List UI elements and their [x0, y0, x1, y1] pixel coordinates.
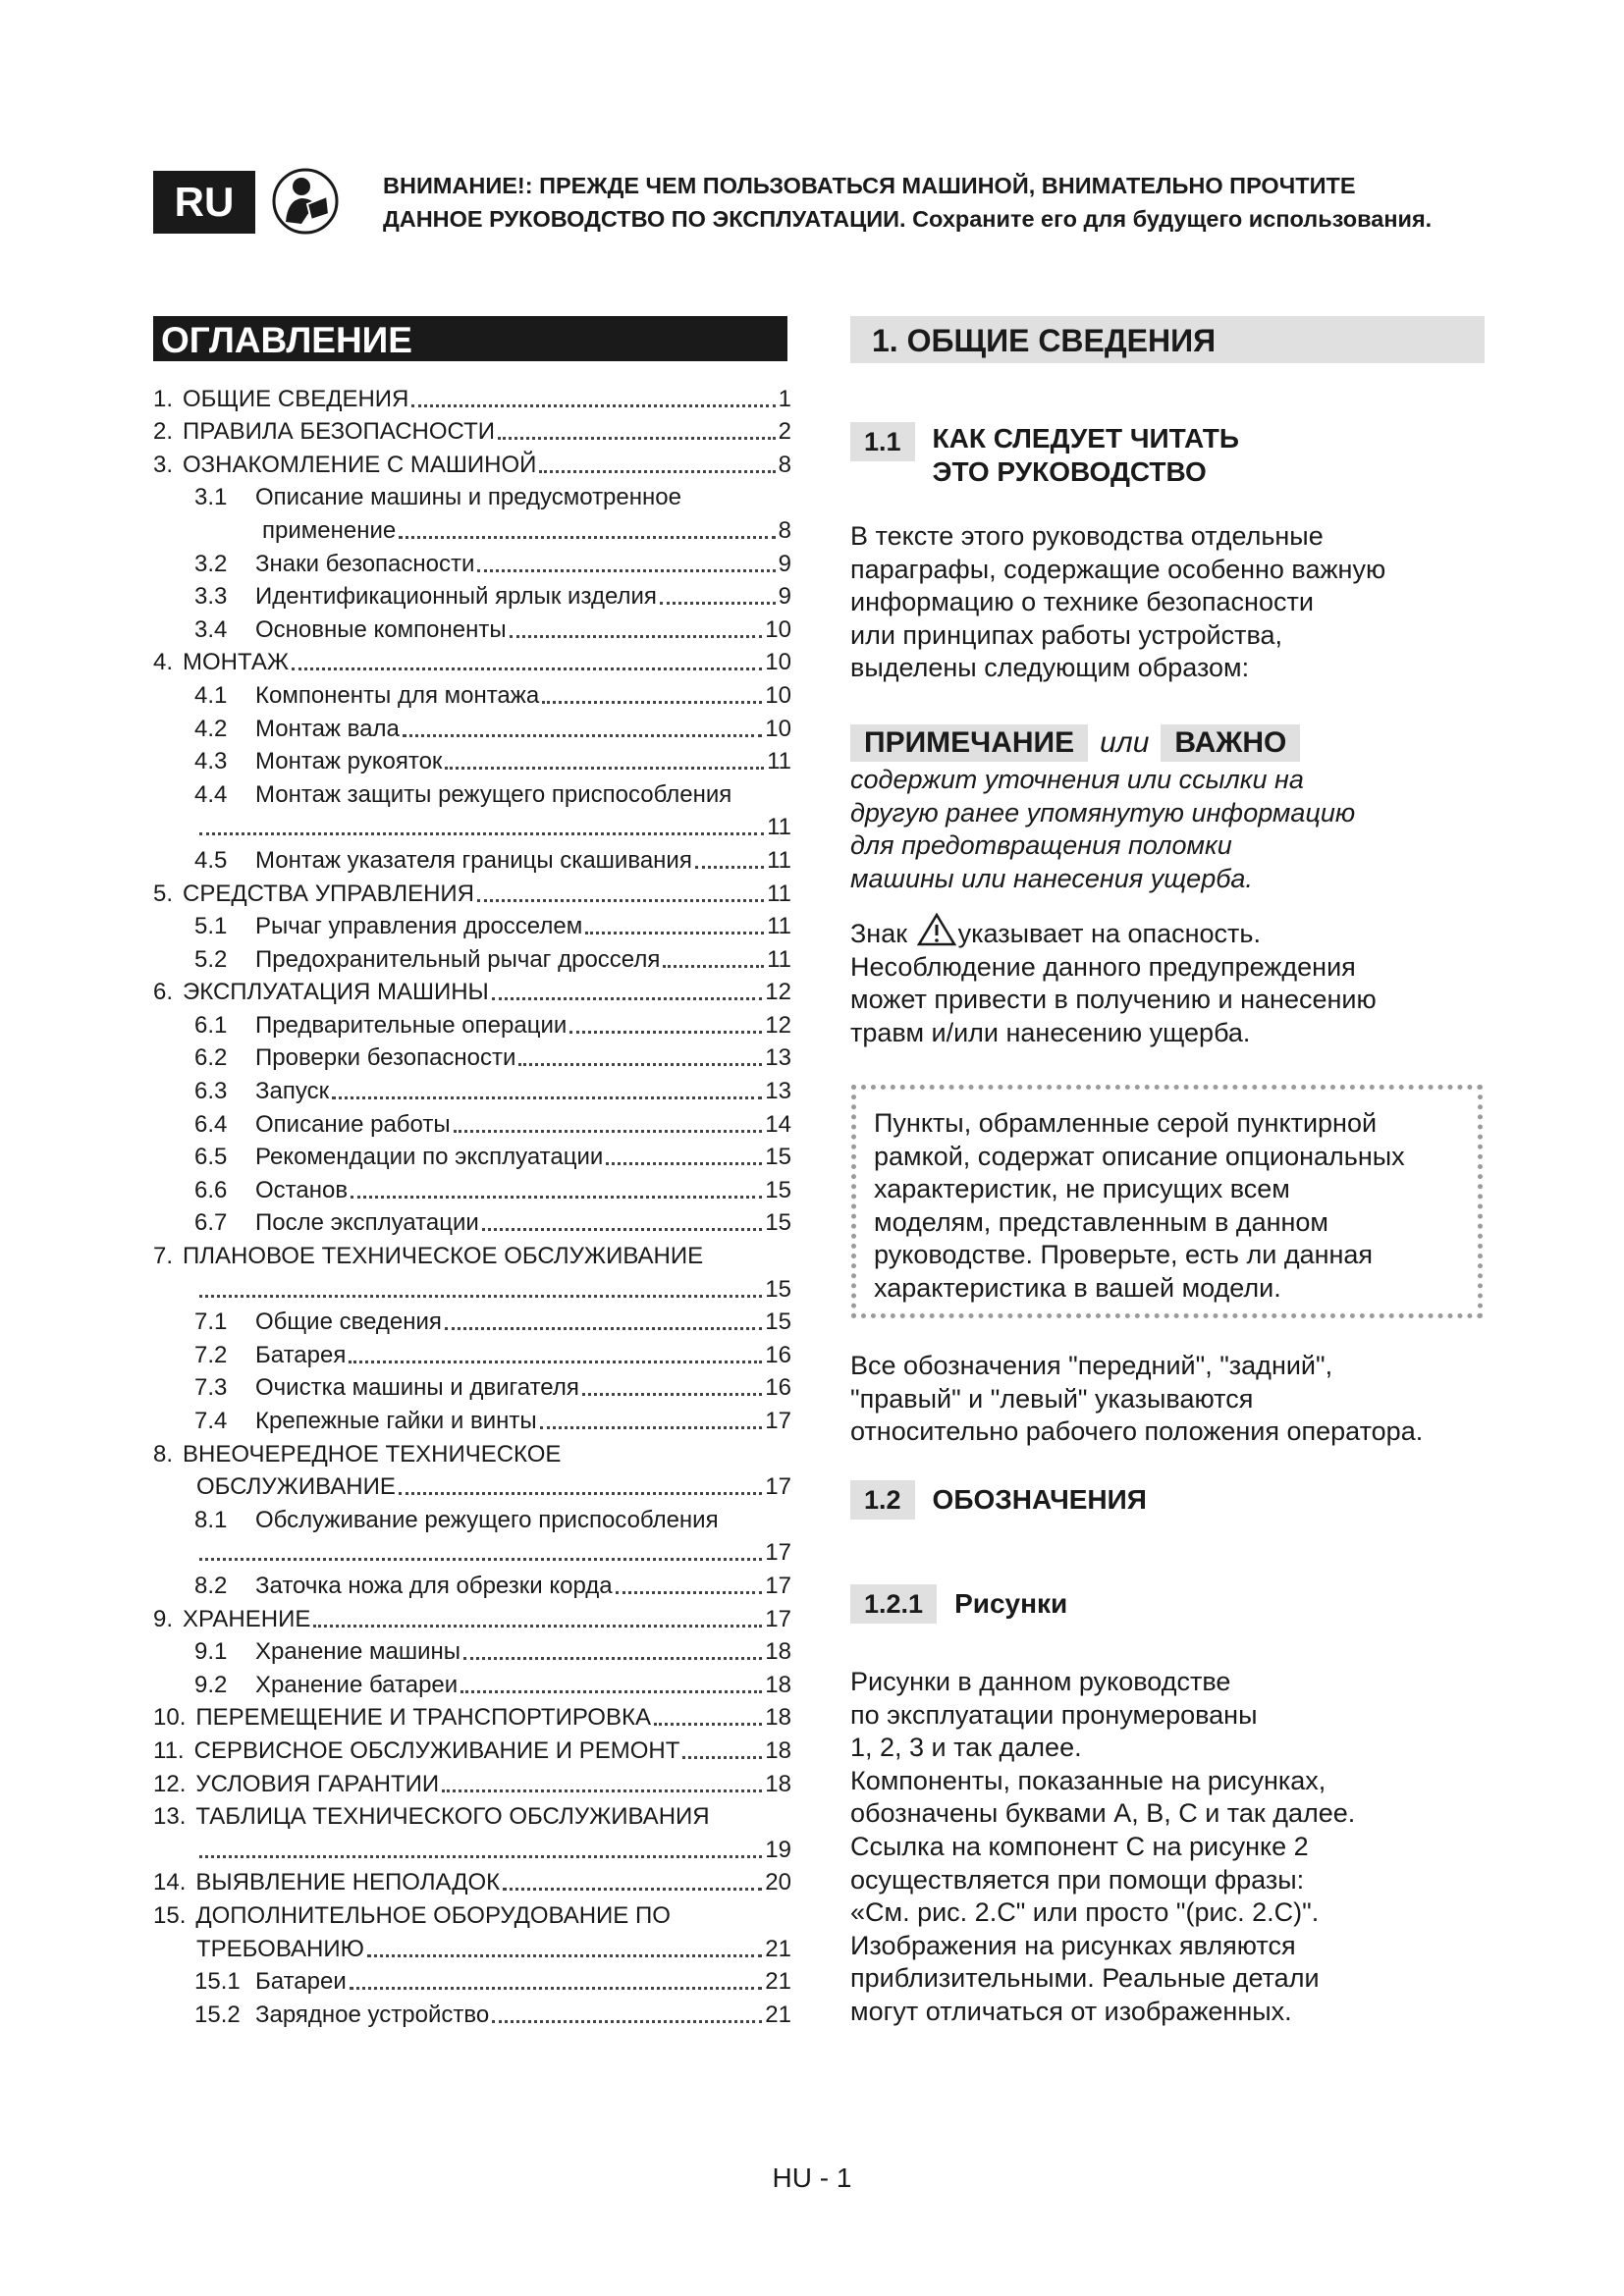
toc-entry[interactable] — [153, 1006, 791, 1040]
toc-title: Рычаг управления дросселем — [255, 913, 583, 940]
warning-banner — [383, 169, 1561, 236]
figures-line: могут отличаться от изображенных. — [850, 1996, 1292, 2026]
toc-leader — [542, 697, 762, 704]
toc-title: Знаки безопасности — [255, 550, 475, 577]
table-of-contents — [153, 380, 791, 2029]
toc-title: Описание машины и предусмотренное — [255, 484, 681, 511]
toc-entry-continuation — [153, 809, 791, 842]
toc-page-number: 17 — [765, 1539, 791, 1567]
toc-entry[interactable] — [153, 1864, 791, 1897]
toc-title: Батарея — [255, 1341, 347, 1368]
toc-page-number: 18 — [765, 1704, 791, 1732]
toc-page-number: 9 — [778, 583, 791, 611]
toc-title: Крепежные гайки и винты — [255, 1408, 537, 1434]
toc-entry[interactable] — [153, 841, 791, 875]
toc-page-number: 15 — [765, 1308, 791, 1336]
toc-entry[interactable] — [153, 1600, 791, 1633]
section-title: 1. ОБЩИЕ СВЕДЕНИЯ — [850, 316, 1485, 363]
toc-title: Описание работы — [255, 1110, 451, 1138]
toc-title: После эксплуатации — [255, 1209, 479, 1237]
toc-entry[interactable] — [153, 875, 791, 908]
danger-line: травм и/или нанесению ущерба. — [850, 1017, 1251, 1047]
toc-leader — [654, 1719, 762, 1726]
toc-entry[interactable] — [153, 611, 791, 644]
toc-entry[interactable] — [153, 1798, 791, 1832]
note-desc-line: для предотвращения поломки — [850, 830, 1232, 861]
toc-leader — [482, 1224, 762, 1231]
toc-entry[interactable] — [153, 743, 791, 776]
subsection-title: Рисунки — [954, 1588, 1068, 1619]
toc-page-number: 16 — [765, 1341, 791, 1368]
toc-number: 3.3 — [194, 583, 228, 611]
language-badge: RU — [153, 171, 255, 234]
figures-line: Рисунки в данном руководстве — [850, 1667, 1231, 1696]
toc-title: ЭКСПЛУАТАЦИЯ МАШИНЫ — [183, 979, 489, 1006]
toc-number: 3.4 — [194, 615, 228, 643]
toc-entry[interactable] — [153, 545, 791, 578]
important-tag: ВАЖНО — [1161, 724, 1300, 762]
toc-title: Заточка ножа для обрезки корда — [255, 1572, 613, 1599]
toc-number: 6.3 — [194, 1078, 228, 1105]
toc-leader — [332, 1093, 762, 1099]
toc-leader — [313, 1621, 762, 1628]
toc-entry-continuation — [153, 511, 791, 545]
toc-leader — [660, 598, 776, 605]
or-word: или — [1100, 726, 1150, 759]
toc-title: Рекомендации по эксплуатации — [255, 1144, 604, 1171]
toc-leader — [540, 1422, 763, 1429]
toc-page-number: 17 — [765, 1572, 791, 1599]
box-line: моделям, представленным в данном — [874, 1206, 1328, 1237]
figures-paragraph — [850, 1666, 1498, 2029]
toc-leader — [199, 1554, 762, 1561]
toc-entry[interactable] — [153, 1072, 791, 1105]
toc-number: 6.2 — [194, 1044, 228, 1072]
toc-leader — [367, 1950, 762, 1957]
toc-number: 9. — [153, 1605, 174, 1632]
toc-leader — [350, 1983, 763, 1990]
toc-title: ТРЕБОВАНИЮ — [196, 1935, 364, 1962]
toc-number: 7. — [153, 1243, 174, 1270]
toc-leader — [492, 993, 763, 1000]
toc-page-number: 10 — [765, 649, 791, 676]
toc-entry[interactable] — [153, 380, 791, 413]
toc-entry[interactable] — [153, 1369, 791, 1403]
toc-page-number: 15 — [765, 1275, 791, 1303]
toc-page-number: 11 — [767, 945, 791, 973]
toc-leader — [539, 466, 775, 473]
toc-entry[interactable] — [153, 1633, 791, 1667]
toc-title: ПРАВИЛА БЕЗОПАСНОСТИ — [183, 418, 495, 446]
toc-number: 14. — [153, 1869, 187, 1896]
toc-page-number: 10 — [765, 715, 791, 742]
toc-number: 2. — [153, 418, 174, 446]
toc-entry[interactable] — [153, 479, 791, 512]
figures-line: осуществляется при помощи фразы: — [850, 1864, 1305, 1895]
toc-title: Обслуживание режущего приспособления — [255, 1506, 719, 1533]
toc-page-number: 13 — [765, 1044, 791, 1072]
toc-entry[interactable] — [153, 940, 791, 974]
toc-number: 4.3 — [194, 748, 228, 775]
toc-entry[interactable] — [153, 644, 791, 677]
toc-leader — [663, 961, 764, 968]
toc-title: Хранение батареи — [255, 1671, 459, 1698]
toc-title: ПЛАНОВОЕ ТЕХНИЧЕСКОЕ ОБСЛУЖИВАНИЕ — [183, 1243, 704, 1270]
toc-page-number: 12 — [765, 979, 791, 1006]
toc-page-number: 21 — [765, 2001, 791, 2028]
toc-page-number: 21 — [765, 1935, 791, 1962]
toc-leader — [498, 433, 776, 440]
toc-entry-continuation — [153, 1534, 791, 1568]
intro-paragraph — [850, 520, 1498, 685]
toc-entry[interactable] — [153, 1237, 791, 1270]
toc-leader — [445, 1323, 762, 1330]
warning-line-1: ВНИМАНИЕ!: ПРЕЖДЕ ЧЕМ ПОЛЬЗОВАТЬСЯ МАШИНОЙ, ВНИМАТЕЛЬНО ПРОЧТИТЕ — [383, 173, 1356, 198]
danger-line: может привести в получению и нанесению — [850, 985, 1377, 1015]
subsection-number: 1.2 — [850, 1480, 915, 1520]
toc-leader — [492, 2016, 762, 2023]
toc-page-number: 9 — [778, 550, 791, 577]
toc-number: 8.2 — [194, 1572, 228, 1599]
toc-page-number: 2 — [778, 418, 791, 446]
toc-number: 10. — [153, 1704, 187, 1732]
toc-leader — [463, 1653, 762, 1660]
toc-title: Запуск — [255, 1078, 330, 1105]
figures-line: приблизительными. Реальные детали — [850, 1963, 1320, 1994]
toc-page-number: 11 — [767, 880, 791, 907]
toc-title: СЕРВИСНОЕ ОБСЛУЖИВАНИЕ И РЕМОНТ — [193, 1736, 680, 1764]
toc-entry[interactable] — [153, 1765, 791, 1798]
toc-number: 8.1 — [194, 1506, 228, 1533]
toc-page-number: 18 — [765, 1736, 791, 1764]
toc-page-number: 14 — [765, 1110, 791, 1138]
toc-page-number: 10 — [765, 615, 791, 643]
toc-page-number: 19 — [765, 1836, 791, 1863]
toc-entry[interactable] — [153, 1402, 791, 1435]
toc-title: ОГЛАВЛЕНИЕ — [153, 316, 787, 361]
toc-title: Монтаж рукояток — [255, 748, 443, 775]
figures-line: по эксплуатации пронумерованы — [850, 1699, 1258, 1730]
toc-leader — [351, 1192, 762, 1199]
toc-title: применение — [262, 516, 397, 544]
toc-entry[interactable] — [153, 1204, 791, 1238]
toc-entry[interactable] — [153, 1896, 791, 1930]
toc-page-number: 12 — [765, 1011, 791, 1039]
toc-page-number: 11 — [767, 846, 791, 874]
toc-leader — [616, 1587, 763, 1594]
toc-title: ТАБЛИЦА ТЕХНИЧЕСКОГО ОБСЛУЖИВАНИЯ — [195, 1803, 710, 1831]
toc-number: 3. — [153, 451, 174, 478]
toc-leader — [454, 1126, 763, 1133]
toc-entry[interactable] — [153, 1666, 791, 1699]
directions-paragraph — [850, 1350, 1498, 1449]
figures-line: обозначены буквами A, B, C и так далее. — [850, 1798, 1356, 1829]
figures-line: 1, 2, 3 и так далее. — [850, 1733, 1082, 1763]
toc-title: ПЕРЕМЕЩЕНИЕ И ТРАНСПОРТИРОВКА — [195, 1704, 651, 1732]
toc-title: ОБСЛУЖИВАНИЕ — [196, 1473, 396, 1501]
toc-number: 11. — [153, 1736, 185, 1764]
toc-page-number: 17 — [765, 1605, 791, 1632]
toc-page-number: 17 — [765, 1408, 791, 1434]
figures-line: Компоненты, показанные на рисунках, — [850, 1765, 1326, 1795]
toc-leader — [199, 1851, 762, 1858]
toc-title: ВНЕОЧЕРЕДНОЕ ТЕХНИЧЕСКОЕ — [183, 1440, 562, 1468]
box-line: Пункты, обрамленные серой пунктирной — [874, 1108, 1378, 1138]
subsection-title: КАК СЛЕДУЕТ ЧИТАТЬ ЭТО РУКОВОДСТВО — [932, 423, 1240, 487]
toc-entry[interactable] — [153, 1171, 791, 1204]
toc-title: Монтаж защиты режущего приспособления — [255, 780, 732, 808]
toc-entry[interactable] — [153, 1435, 791, 1468]
toc-entry[interactable] — [153, 1336, 791, 1369]
toc-leader — [399, 1488, 762, 1495]
optional-features-box — [851, 1085, 1483, 1318]
toc-page-number: 15 — [765, 1209, 791, 1237]
toc-page-number: 1 — [778, 385, 791, 412]
intro-line: или принципах работы устройства, — [850, 619, 1283, 650]
toc-entry-continuation — [153, 1831, 791, 1864]
directions-line: "правый" и "левый" указываются — [850, 1383, 1254, 1414]
toc-number: 15. — [153, 1901, 187, 1929]
toc-page-number: 21 — [765, 1968, 791, 1996]
toc-leader — [606, 1158, 762, 1165]
toc-title: Основные компоненты — [255, 615, 507, 643]
toc-entry[interactable] — [153, 710, 791, 743]
toc-leader — [442, 1786, 762, 1792]
toc-leader — [349, 1357, 762, 1363]
box-line: характеристик, не присущих всем — [874, 1174, 1290, 1204]
note-description — [850, 764, 1479, 895]
toc-number: 15.1 — [194, 1968, 241, 1996]
toc-number: 6.4 — [194, 1110, 228, 1138]
toc-number: 4.2 — [194, 715, 228, 742]
intro-line: информацию о технике безопасности — [850, 587, 1314, 617]
toc-leader — [403, 730, 762, 737]
toc-title: Предварительные операции — [255, 1011, 568, 1039]
toc-leader — [199, 828, 764, 835]
toc-number: 4.5 — [194, 846, 228, 874]
subsection-title: ОБОЗНАЧЕНИЯ — [932, 1484, 1147, 1515]
note-desc-line: машины или нанесения ущерба. — [850, 863, 1253, 893]
toc-title: Общие сведения — [255, 1308, 442, 1336]
toc-page-number: 13 — [765, 1078, 791, 1105]
toc-title: Монтаж вала — [255, 715, 400, 742]
toc-leader — [199, 1291, 762, 1298]
toc-page-number: 8 — [778, 516, 791, 544]
toc-number: 7.4 — [194, 1408, 228, 1434]
subsection-1-2-1-heading — [850, 1584, 1067, 1624]
toc-number: 7.2 — [194, 1341, 228, 1368]
toc-page-number: 18 — [765, 1638, 791, 1666]
note-desc-line: содержит уточнения или ссылки на — [850, 765, 1304, 794]
toc-leader — [682, 1752, 762, 1759]
toc-number: 3.1 — [194, 484, 228, 511]
toc-title: МОНТАЖ — [183, 649, 290, 676]
toc-number: 1. — [153, 385, 174, 412]
read-manual-icon — [272, 167, 339, 236]
toc-leader — [585, 928, 764, 934]
toc-entry[interactable] — [153, 1501, 791, 1534]
toc-leader — [460, 1686, 762, 1693]
toc-leader — [411, 400, 775, 407]
toc-page-number: 11 — [767, 913, 791, 940]
toc-number: 6. — [153, 979, 174, 1006]
toc-number: 15.2 — [194, 2001, 241, 2028]
toc-number: 3.2 — [194, 550, 228, 577]
directions-line: относительно рабочего положения оператора. — [850, 1416, 1424, 1447]
toc-number: 9.2 — [194, 1671, 228, 1698]
toc-number: 9.1 — [194, 1638, 228, 1666]
toc-number: 4.1 — [194, 681, 228, 709]
box-line: рамкой, содержат описание опциональных — [874, 1141, 1405, 1171]
toc-entry-continuation — [153, 1468, 791, 1502]
toc-page-number: 18 — [765, 1671, 791, 1698]
danger-paragraph: Знак указывает на опасность. Несоблюдение данного предупреждения может привести в получению и нанесению травм и/или нанесению ущерба. — [850, 913, 1498, 1049]
toc-leader — [477, 565, 775, 572]
toc-title: Останов — [255, 1176, 349, 1203]
toc-number: 4.4 — [194, 780, 228, 808]
note-desc-line: другую ранее упомянутую информацию — [850, 797, 1356, 828]
toc-number: 6.6 — [194, 1176, 228, 1203]
note-important-line — [850, 724, 1300, 762]
box-line: руководстве. Проверьте, есть ли данная — [874, 1240, 1374, 1270]
toc-title: Хранение машины — [255, 1638, 460, 1666]
toc-entry[interactable] — [153, 1040, 791, 1073]
toc-page-number: 8 — [778, 451, 791, 478]
toc-title: СРЕДСТВА УПРАВЛЕНИЯ — [183, 880, 475, 907]
toc-leader — [292, 664, 762, 670]
toc-number: 4. — [153, 649, 174, 676]
figures-line: «См. рис. 2.C" или просто "(рис. 2.C)". — [850, 1897, 1320, 1928]
toc-page-number: 10 — [765, 681, 791, 709]
toc-entry[interactable] — [153, 1567, 791, 1600]
danger-line: Несоблюдение данного предупреждения — [850, 951, 1356, 982]
subsection-number: 1.1 — [850, 422, 915, 461]
subsection-1-1-heading — [850, 422, 1239, 489]
toc-entry[interactable] — [153, 1996, 791, 2029]
toc-entry[interactable] — [153, 1699, 791, 1733]
toc-entry[interactable] — [153, 1304, 791, 1337]
intro-line: В тексте этого руководства отдельные — [850, 521, 1324, 551]
toc-title: Батареи — [255, 1968, 347, 1996]
toc-page-number: 15 — [765, 1176, 791, 1203]
toc-page-number: 18 — [765, 1770, 791, 1797]
toc-leader — [510, 631, 763, 638]
toc-title: Идентификационный ярлык изделия — [255, 583, 657, 611]
warning-triangle-icon — [917, 913, 956, 946]
intro-line: выделены следующим образом: — [850, 653, 1250, 683]
subsection-number: 1.2.1 — [850, 1584, 937, 1624]
toc-leader — [399, 532, 775, 539]
toc-entry[interactable] — [153, 676, 791, 710]
toc-number: 7.3 — [194, 1374, 228, 1402]
toc-entry[interactable] — [153, 578, 791, 612]
toc-entry[interactable] — [153, 775, 791, 809]
toc-leader — [477, 895, 764, 902]
toc-title: Компоненты для монтажа — [255, 681, 540, 709]
toc-page-number: 11 — [767, 748, 791, 775]
toc-leader — [569, 1027, 762, 1034]
intro-line: параграфы, содержащие особенно важную — [850, 554, 1386, 584]
box-line: характеристика в вашей модели. — [874, 1272, 1281, 1303]
page-number: HU - 1 — [772, 2163, 852, 2193]
toc-number: 6.1 — [194, 1011, 228, 1039]
toc-entry[interactable] — [153, 1105, 791, 1139]
toc-leader — [445, 763, 764, 770]
toc-leader — [582, 1389, 762, 1396]
toc-entry[interactable] — [153, 908, 791, 941]
toc-title: ХРАНЕНИЕ — [183, 1605, 311, 1632]
toc-title: Очистка машины и двигателя — [255, 1374, 579, 1402]
toc-number: 5.1 — [194, 913, 228, 940]
figures-line: Изображения на рисунках являются — [850, 1930, 1296, 1960]
toc-leader — [518, 1059, 762, 1066]
toc-title: Монтаж указателя границы скашивания — [255, 846, 692, 874]
toc-title: ВЫЯВЛЕНИЕ НЕПОЛАДОК — [195, 1869, 501, 1896]
toc-number: 7.1 — [194, 1308, 228, 1336]
toc-number: 5. — [153, 880, 174, 907]
toc-title: Зарядное устройство — [255, 2001, 490, 2028]
toc-title: ДОПОЛНИТЕЛЬНОЕ ОБОРУДОВАНИЕ ПО — [195, 1901, 671, 1929]
toc-page-number: 11 — [767, 814, 791, 841]
toc-entry[interactable] — [153, 974, 791, 1007]
toc-entry-continuation — [153, 1270, 791, 1304]
toc-page-number: 17 — [765, 1473, 791, 1501]
toc-number: 12. — [153, 1770, 187, 1797]
toc-entry[interactable] — [153, 1139, 791, 1172]
toc-entry[interactable] — [153, 413, 791, 447]
toc-number: 5.2 — [194, 945, 228, 973]
toc-number: 6.7 — [194, 1209, 228, 1237]
toc-title: УСЛОВИЯ ГАРАНТИИ — [195, 1770, 440, 1797]
toc-entry[interactable] — [153, 1732, 791, 1765]
toc-page-number: 20 — [765, 1869, 791, 1896]
toc-number: 8. — [153, 1440, 174, 1468]
subsection-1-2-heading — [850, 1480, 1147, 1520]
toc-title: ОБЩИЕ СВЕДЕНИЯ — [183, 385, 409, 412]
toc-number: 6.5 — [194, 1144, 228, 1171]
toc-entry[interactable] — [153, 1963, 791, 1997]
toc-leader — [695, 862, 764, 869]
toc-title: ОЗНАКОМЛЕНИЕ С МАШИНОЙ — [183, 451, 537, 478]
warning-line-2: ДАННОЕ РУКОВОДСТВО ПО ЭКСПЛУАТАЦИИ. Сохраните его для будущего использования. — [383, 206, 1433, 232]
directions-line: Все обозначения "передний", "задний", — [850, 1351, 1333, 1380]
toc-entry[interactable] — [153, 446, 791, 479]
toc-page-number: 16 — [765, 1374, 791, 1402]
toc-number: 13. — [153, 1803, 187, 1831]
toc-title: Предохранительный рычаг дросселя — [255, 945, 661, 973]
note-tag: ПРИМЕЧАНИЕ — [850, 724, 1088, 762]
toc-title: Проверки безопасности — [255, 1044, 516, 1072]
toc-page-number: 15 — [765, 1144, 791, 1171]
toc-leader — [503, 1884, 762, 1891]
figures-line: Ссылка на компонент C на рисунке 2 — [850, 1831, 1309, 1861]
toc-entry-continuation — [153, 1930, 791, 1963]
